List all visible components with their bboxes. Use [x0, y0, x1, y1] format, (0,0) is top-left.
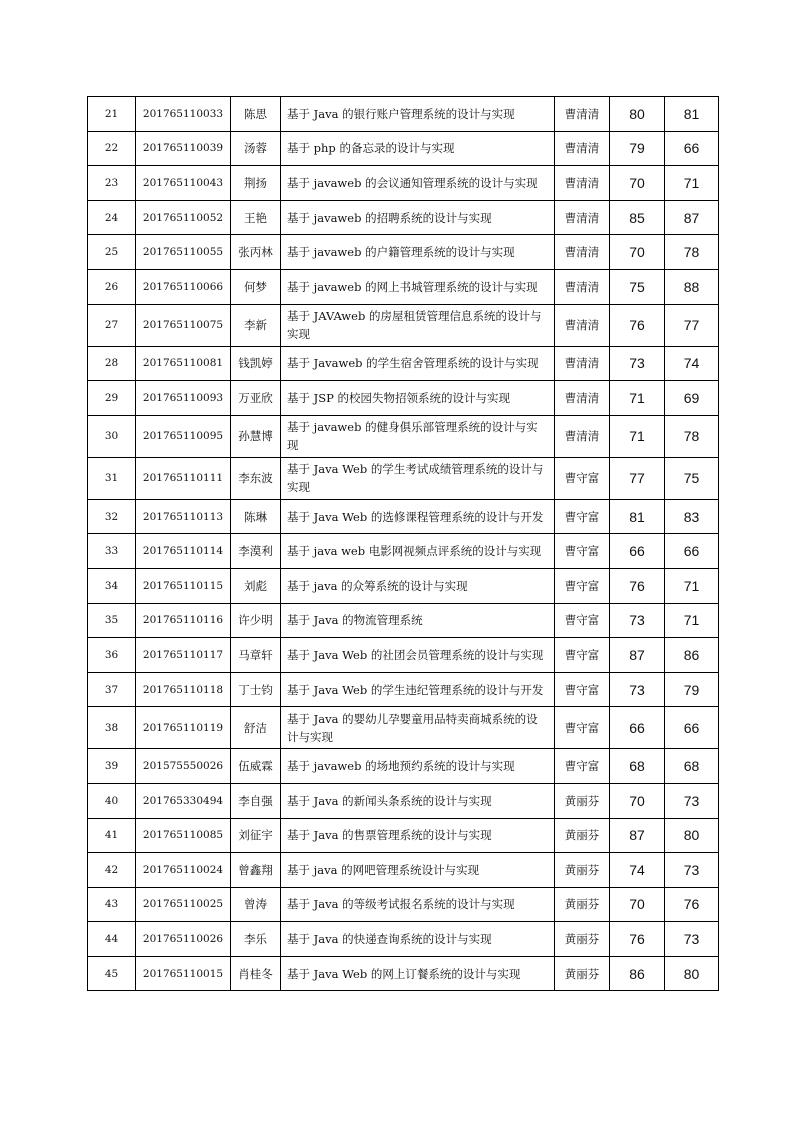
student-name-cell: 刘征宇 [231, 818, 281, 853]
row-number-cell: 39 [88, 749, 136, 784]
student-id-cell: 201765110039 [136, 131, 231, 166]
table-row [88, 956, 719, 991]
thesis-title-cell: 基于 Java 的婴幼儿孕婴童用品特卖商城系统的设计与实现 [281, 707, 555, 749]
table-row [88, 200, 719, 235]
advisor-cell: 曹清清 [555, 415, 610, 457]
row-number-cell: 25 [88, 235, 136, 270]
table-row [88, 166, 719, 201]
row-number-cell: 44 [88, 922, 136, 957]
student-id-cell: 201765110033 [136, 97, 231, 132]
thesis-title-cell: 基于 Java Web 的学生违纪管理系统的设计与开发 [281, 672, 555, 707]
table-row [88, 818, 719, 853]
student-name-cell: 李漠利 [231, 534, 281, 569]
student-name-cell: 伍威霖 [231, 749, 281, 784]
thesis-title-cell: 基于 JSP 的校园失物招领系统的设计与实现 [281, 381, 555, 416]
row-number-cell: 24 [88, 200, 136, 235]
student-id-cell: 201765110066 [136, 269, 231, 304]
table-row [88, 638, 719, 673]
student-id-cell: 201765110115 [136, 568, 231, 603]
student-name-cell: 陈思 [231, 97, 281, 132]
student-id-cell: 201765110025 [136, 887, 231, 922]
score-2-cell: 80 [665, 818, 719, 853]
table-row [88, 457, 719, 499]
score-1-cell: 87 [610, 638, 665, 673]
student-id-cell: 201765110015 [136, 956, 231, 991]
table-row [88, 381, 719, 416]
score-1-cell: 87 [610, 818, 665, 853]
table-row [88, 707, 719, 749]
score-2-cell: 86 [665, 638, 719, 673]
score-1-cell: 71 [610, 415, 665, 457]
student-name-cell: 肖桂冬 [231, 956, 281, 991]
row-number-cell: 26 [88, 269, 136, 304]
student-id-cell: 201765110052 [136, 200, 231, 235]
thesis-title-cell: 基于 JAVAweb 的房屋租赁管理信息系统的设计与实现 [281, 304, 555, 346]
row-number-cell: 45 [88, 956, 136, 991]
score-1-cell: 73 [610, 603, 665, 638]
student-name-cell: 陈琳 [231, 499, 281, 534]
thesis-title-cell: 基于 javaweb 的健身俱乐部管理系统的设计与实现 [281, 415, 555, 457]
score-2-cell: 73 [665, 922, 719, 957]
row-number-cell: 21 [88, 97, 136, 132]
score-1-cell: 75 [610, 269, 665, 304]
score-2-cell: 78 [665, 235, 719, 270]
table-row [88, 415, 719, 457]
score-1-cell: 80 [610, 97, 665, 132]
row-number-cell: 37 [88, 672, 136, 707]
advisor-cell: 曹守富 [555, 707, 610, 749]
score-1-cell: 76 [610, 922, 665, 957]
table-row [88, 97, 719, 132]
table-row [88, 131, 719, 166]
student-id-cell: 201765110119 [136, 707, 231, 749]
score-1-cell: 74 [610, 853, 665, 888]
advisor-cell: 曹守富 [555, 457, 610, 499]
thesis-title-cell: 基于 java 的网吧管理系统设计与实现 [281, 853, 555, 888]
thesis-title-cell: 基于 Java 的快递查询系统的设计与实现 [281, 922, 555, 957]
student-name-cell: 王艳 [231, 200, 281, 235]
student-id-cell: 201575550026 [136, 749, 231, 784]
thesis-title-cell: 基于 javaweb 的户籍管理系统的设计与实现 [281, 235, 555, 270]
student-id-cell: 201765110114 [136, 534, 231, 569]
thesis-title-cell: 基于 javaweb 的网上书城管理系统的设计与实现 [281, 269, 555, 304]
student-name-cell: 孙慧博 [231, 415, 281, 457]
thesis-title-cell: 基于 javaweb 的会议通知管理系统的设计与实现 [281, 166, 555, 201]
student-id-cell: 201765110095 [136, 415, 231, 457]
score-1-cell: 71 [610, 381, 665, 416]
score-1-cell: 70 [610, 887, 665, 922]
score-2-cell: 79 [665, 672, 719, 707]
student-id-cell: 201765110118 [136, 672, 231, 707]
advisor-cell: 曹守富 [555, 672, 610, 707]
student-id-cell: 201765110111 [136, 457, 231, 499]
score-2-cell: 68 [665, 749, 719, 784]
advisor-cell: 曹清清 [555, 269, 610, 304]
score-2-cell: 73 [665, 853, 719, 888]
score-2-cell: 87 [665, 200, 719, 235]
row-number-cell: 43 [88, 887, 136, 922]
table-row [88, 534, 719, 569]
student-id-cell: 201765110085 [136, 818, 231, 853]
student-id-cell: 201765110024 [136, 853, 231, 888]
score-1-cell: 70 [610, 235, 665, 270]
row-number-cell: 40 [88, 783, 136, 818]
student-id-cell: 201765110026 [136, 922, 231, 957]
advisor-cell: 曹守富 [555, 499, 610, 534]
student-id-cell: 201765110055 [136, 235, 231, 270]
advisor-cell: 黄丽芬 [555, 783, 610, 818]
thesis-title-cell: 基于 php 的备忘录的设计与实现 [281, 131, 555, 166]
student-name-cell: 钱凯婷 [231, 346, 281, 381]
score-2-cell: 69 [665, 381, 719, 416]
advisor-cell: 黄丽芬 [555, 818, 610, 853]
student-name-cell: 李自强 [231, 783, 281, 818]
score-2-cell: 66 [665, 131, 719, 166]
advisor-cell: 黄丽芬 [555, 956, 610, 991]
score-1-cell: 79 [610, 131, 665, 166]
score-1-cell: 66 [610, 534, 665, 569]
row-number-cell: 32 [88, 499, 136, 534]
table-row [88, 887, 719, 922]
score-2-cell: 88 [665, 269, 719, 304]
advisor-cell: 曹清清 [555, 166, 610, 201]
thesis-title-cell: 基于 Java Web 的学生考试成绩管理系统的设计与实现 [281, 457, 555, 499]
thesis-title-cell: 基于 java web 电影网视频点评系统的设计与实现 [281, 534, 555, 569]
row-number-cell: 23 [88, 166, 136, 201]
thesis-score-table [87, 96, 719, 991]
row-number-cell: 35 [88, 603, 136, 638]
score-2-cell: 75 [665, 457, 719, 499]
score-1-cell: 81 [610, 499, 665, 534]
advisor-cell: 曹清清 [555, 304, 610, 346]
student-id-cell: 201765110117 [136, 638, 231, 673]
advisor-cell: 曹守富 [555, 749, 610, 784]
score-2-cell: 73 [665, 783, 719, 818]
student-name-cell: 刘彪 [231, 568, 281, 603]
advisor-cell: 曹守富 [555, 638, 610, 673]
row-number-cell: 31 [88, 457, 136, 499]
student-name-cell: 舒洁 [231, 707, 281, 749]
student-id-cell: 201765110093 [136, 381, 231, 416]
table-row [88, 235, 719, 270]
score-2-cell: 81 [665, 97, 719, 132]
row-number-cell: 42 [88, 853, 136, 888]
advisor-cell: 曹清清 [555, 381, 610, 416]
student-id-cell: 201765330494 [136, 783, 231, 818]
table-row [88, 304, 719, 346]
student-id-cell: 201765110113 [136, 499, 231, 534]
row-number-cell: 33 [88, 534, 136, 569]
score-2-cell: 66 [665, 707, 719, 749]
student-name-cell: 丁士钧 [231, 672, 281, 707]
thesis-title-cell: 基于 Java Web 的网上订餐系统的设计与实现 [281, 956, 555, 991]
thesis-title-cell: 基于 java 的众筹系统的设计与实现 [281, 568, 555, 603]
score-2-cell: 83 [665, 499, 719, 534]
score-2-cell: 71 [665, 166, 719, 201]
thesis-title-cell: 基于 Java Web 的选修课程管理系统的设计与开发 [281, 499, 555, 534]
score-1-cell: 73 [610, 346, 665, 381]
thesis-score-table-container [87, 96, 719, 991]
row-number-cell: 22 [88, 131, 136, 166]
student-name-cell: 曾涛 [231, 887, 281, 922]
student-name-cell: 张丙林 [231, 235, 281, 270]
score-2-cell: 76 [665, 887, 719, 922]
advisor-cell: 曹清清 [555, 346, 610, 381]
advisor-cell: 曹清清 [555, 200, 610, 235]
student-name-cell: 汤蓉 [231, 131, 281, 166]
score-1-cell: 77 [610, 457, 665, 499]
thesis-title-cell: 基于 Java 的银行账户管理系统的设计与实现 [281, 97, 555, 132]
student-id-cell: 201765110081 [136, 346, 231, 381]
row-number-cell: 27 [88, 304, 136, 346]
thesis-title-cell: 基于 Java 的售票管理系统的设计与实现 [281, 818, 555, 853]
score-1-cell: 70 [610, 783, 665, 818]
score-2-cell: 71 [665, 568, 719, 603]
student-name-cell: 李乐 [231, 922, 281, 957]
table-row [88, 269, 719, 304]
student-name-cell: 曾鑫翔 [231, 853, 281, 888]
table-row [88, 568, 719, 603]
score-1-cell: 76 [610, 568, 665, 603]
table-row [88, 922, 719, 957]
thesis-title-cell: 基于 Java 的新闻头条系统的设计与实现 [281, 783, 555, 818]
advisor-cell: 黄丽芬 [555, 887, 610, 922]
advisor-cell: 曹守富 [555, 603, 610, 638]
row-number-cell: 41 [88, 818, 136, 853]
thesis-title-cell: 基于 Java Web 的社团会员管理系统的设计与实现 [281, 638, 555, 673]
row-number-cell: 30 [88, 415, 136, 457]
thesis-title-cell: 基于 javaweb 的招聘系统的设计与实现 [281, 200, 555, 235]
thesis-title-cell: 基于 javaweb 的场地预约系统的设计与实现 [281, 749, 555, 784]
score-1-cell: 73 [610, 672, 665, 707]
table-row [88, 672, 719, 707]
score-1-cell: 66 [610, 707, 665, 749]
table-row [88, 603, 719, 638]
student-name-cell: 许少明 [231, 603, 281, 638]
score-2-cell: 78 [665, 415, 719, 457]
score-1-cell: 68 [610, 749, 665, 784]
student-id-cell: 201765110043 [136, 166, 231, 201]
student-id-cell: 201765110075 [136, 304, 231, 346]
row-number-cell: 36 [88, 638, 136, 673]
advisor-cell: 曹清清 [555, 235, 610, 270]
advisor-cell: 曹守富 [555, 568, 610, 603]
table-row [88, 346, 719, 381]
thesis-title-cell: 基于 Java 的物流管理系统 [281, 603, 555, 638]
student-name-cell: 李新 [231, 304, 281, 346]
student-name-cell: 何梦 [231, 269, 281, 304]
advisor-cell: 黄丽芬 [555, 922, 610, 957]
student-name-cell: 万亚欣 [231, 381, 281, 416]
row-number-cell: 34 [88, 568, 136, 603]
thesis-title-cell: 基于 Javaweb 的学生宿舍管理系统的设计与实现 [281, 346, 555, 381]
score-1-cell: 76 [610, 304, 665, 346]
table-row [88, 749, 719, 784]
table-body [88, 97, 719, 991]
student-id-cell: 201765110116 [136, 603, 231, 638]
student-name-cell: 荆扬 [231, 166, 281, 201]
advisor-cell: 曹守富 [555, 534, 610, 569]
table-row [88, 853, 719, 888]
score-2-cell: 74 [665, 346, 719, 381]
row-number-cell: 29 [88, 381, 136, 416]
student-name-cell: 马章轩 [231, 638, 281, 673]
advisor-cell: 曹清清 [555, 131, 610, 166]
score-1-cell: 70 [610, 166, 665, 201]
thesis-title-cell: 基于 Java 的等级考试报名系统的设计与实现 [281, 887, 555, 922]
score-2-cell: 71 [665, 603, 719, 638]
score-2-cell: 80 [665, 956, 719, 991]
score-1-cell: 86 [610, 956, 665, 991]
advisor-cell: 黄丽芬 [555, 853, 610, 888]
advisor-cell: 曹清清 [555, 97, 610, 132]
row-number-cell: 28 [88, 346, 136, 381]
score-2-cell: 77 [665, 304, 719, 346]
score-2-cell: 66 [665, 534, 719, 569]
row-number-cell: 38 [88, 707, 136, 749]
table-row [88, 499, 719, 534]
table-row [88, 783, 719, 818]
student-name-cell: 李东波 [231, 457, 281, 499]
score-1-cell: 85 [610, 200, 665, 235]
